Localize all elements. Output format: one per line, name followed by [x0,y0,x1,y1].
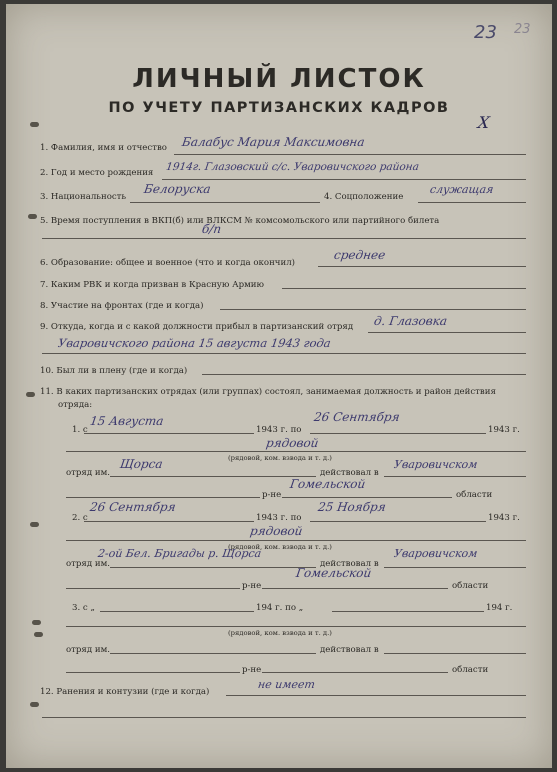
service-3-role-caption: (рядовой, ком. взвода и т. д.) [228,629,332,637]
field-12-value: не имеет [257,678,316,691]
service-3-year2: 194 г. [486,603,513,613]
field-4-label: 4. Соцположение [324,192,404,202]
service-2-rne-label: р-не [242,581,262,591]
service-2-oblast-label: области [452,581,489,591]
form-subtitle: ПО УЧЕТУ ПАРТИЗАНСКИХ КАДРОВ [108,100,450,116]
field-6-label: 6. Образование: общее и военное (что и когда окончил) [40,258,296,268]
field-7-line [282,288,526,289]
service-3-oblast-label: области [452,665,489,675]
service-2-district-line [384,567,526,568]
field-12-line [226,695,526,696]
field-11-label-cont: отряда: [58,400,93,410]
service-2-to: 25 Ноября [317,500,387,514]
field-9-line-1 [368,332,526,333]
service-3-oblast-line [262,672,448,673]
service-2-otryad: 2-ой Бел. Бригады р. Щорса [97,547,263,560]
field-1-label: 1. Фамилия, имя и отчество [40,143,167,153]
service-1-role: рядовой [265,436,320,450]
service-1-rne-line [66,497,260,498]
service-3-from-line [100,611,254,612]
field-9-line-2 [42,353,526,354]
field-7-label: 7. Каким РВК и когда призван в Красную Армию [40,280,264,290]
service-2-acted-label: действовал в [320,559,379,569]
punch-hole [26,392,35,397]
service-2-number: 2. с [72,513,88,523]
personnel-form-sheet [6,4,552,768]
form-title: ЛИЧНЫЙ ЛИСТОК [132,64,426,94]
service-3-otryad-line [110,653,316,654]
field-9-value-2: Уваровичского района 15 августа 1943 года [57,336,332,350]
field-3-value: Белоруска [143,182,212,196]
service-2-oblast-line [262,588,448,589]
service-2-year1: 1943 г. по [256,513,302,523]
service-1-number: 1. с [72,425,88,435]
field-5-line [42,238,526,239]
service-1-acted-label: действовал в [320,468,379,478]
field-9-label: 9. Откуда, когда и с какой должности прибыл в партизанский отряд [40,322,354,332]
field-4-line [418,202,526,203]
page-number-secondary: 23 [514,22,531,37]
service-3-rne-line [66,672,240,673]
service-1-to-line [310,433,486,434]
field-6-line [318,266,526,267]
field-1-value: Балабус Мария Максимовна [181,135,366,149]
service-1-from-line [84,433,254,434]
service-1-year2: 1943 г. [488,425,520,435]
service-3-role-line [66,626,526,627]
service-3-year1: 194 г. по „ [256,603,304,613]
service-1-role-caption: (рядовой, ком. взвода и т. д.) [228,454,332,462]
field-8-label: 8. Участие на фронтах (где и когда) [40,301,204,311]
service-1-rne-label: р-не [262,490,282,500]
service-2-otryad-line [110,567,316,568]
service-1-to: 26 Сентября [313,410,401,424]
punch-hole [30,522,39,527]
service-1-oblast-line [282,497,452,498]
service-1-year1: 1943 г. по [256,425,302,435]
service-1-otryad: Щорса [119,457,164,471]
service-1-otryad-line [110,476,316,477]
service-2-otryad-label: отряд им. [66,559,111,569]
field-3-label: 3. Национальность [40,192,127,202]
punch-hole [30,122,39,127]
service-1-district-line [384,476,526,477]
field-12-line-2 [42,717,526,718]
field-3-line [130,202,320,203]
service-3-rne-label: р-не [242,665,262,675]
service-1-role-line [66,451,526,452]
punch-hole [28,214,37,219]
service-2-rne-line [66,588,240,589]
service-3-number: 3. с „ [72,603,95,613]
field-11-label: 11. В каких партизанских отрядах (или группах) состоял, занимаемая должность и район действия [40,387,496,397]
field-2-line [162,179,526,180]
field-12-label: 12. Ранения и контузии (где и когда) [40,687,210,697]
service-2-role: рядовой [249,524,304,538]
service-3-acted-label: действовал в [320,645,379,655]
field-9-value-1: д. Глазовка [373,314,449,328]
punch-hole [30,702,39,707]
service-1-oblast-label: области [456,490,493,500]
punch-hole [32,620,41,625]
x-mark: Х [476,113,491,132]
service-2-district: Уваровичском [393,547,479,560]
punch-hole [34,632,43,637]
service-2-from-line [84,521,254,522]
service-2-oblast: Гомельской [295,566,373,580]
service-1-district: Уваровичском [393,458,479,471]
service-3-to-line [332,611,484,612]
field-5-value: б/п [201,222,223,236]
field-8-line [220,309,526,310]
field-10-line [202,374,526,375]
service-1-oblast: Гомельской [289,477,367,491]
field-2-label: 2. Год и место рождения [40,168,154,178]
service-1-from: 15 Августа [89,414,165,428]
field-2-value: 1914г. Глазовский с/с. Уваровичского района [165,161,420,173]
page-number: 23 [474,22,497,43]
service-2-role-caption: (рядовой, ком. взвода и т. д.) [228,543,332,551]
service-3-otryad-label: отряд им. [66,645,111,655]
field-1-line [174,154,526,155]
field-5-label: 5. Время поступления в ВКП(б) или ВЛКСМ № комсомольского или партийного билета [40,216,440,226]
service-2-from: 26 Сентября [89,500,177,514]
service-2-year2: 1943 г. [488,513,520,523]
field-6-value: среднее [333,248,387,262]
service-1-otryad-label: отряд им. [66,468,111,478]
field-10-label: 10. Был ли в плену (где и когда) [40,366,188,376]
service-2-role-line [66,540,526,541]
service-2-to-line [310,521,486,522]
field-4-value: служащая [429,183,495,196]
service-3-district-line [384,653,526,654]
